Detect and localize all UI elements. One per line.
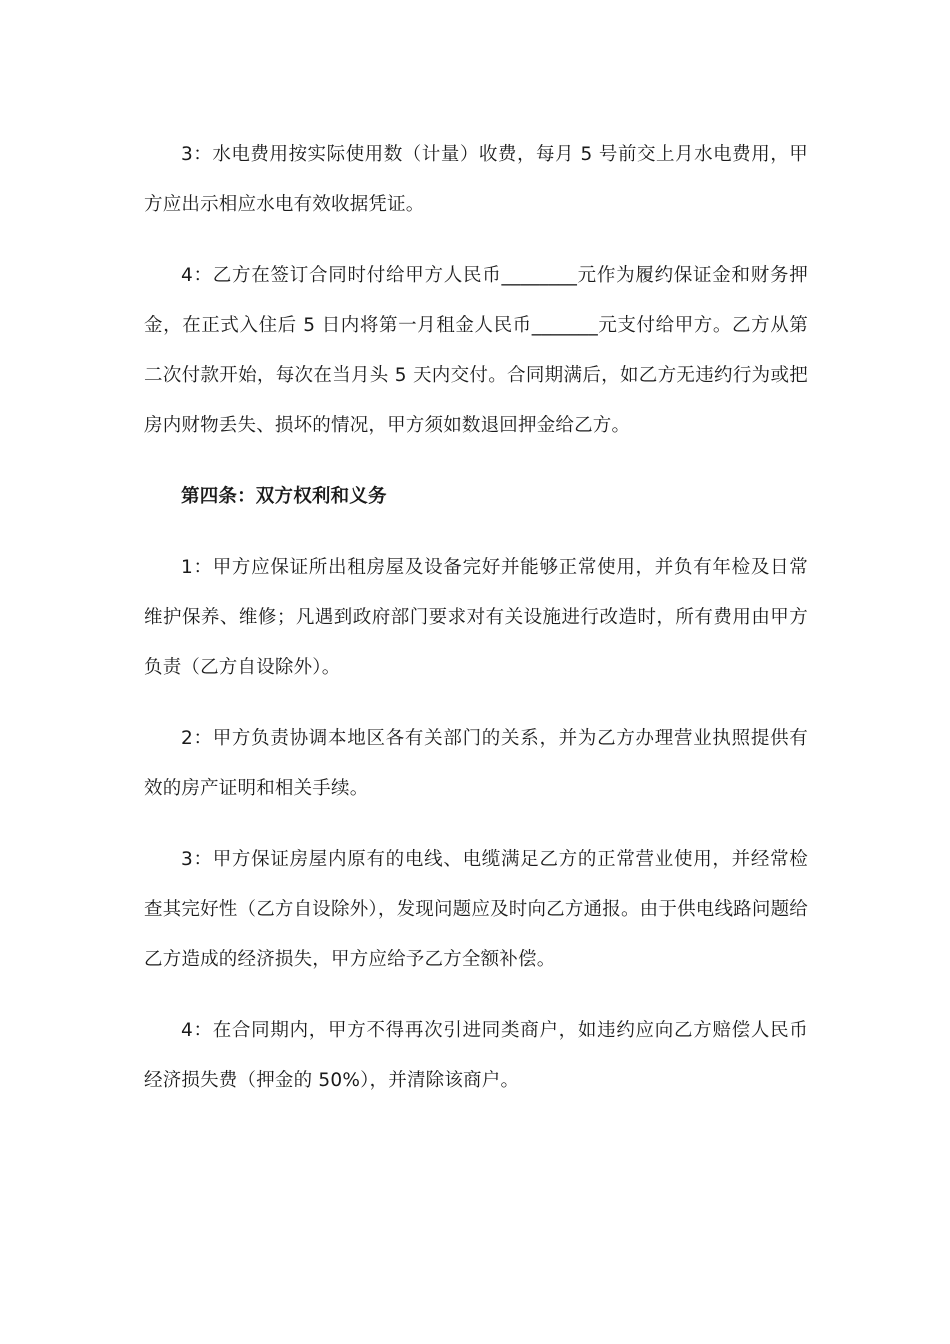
clause-3-utilities: 3：水电费用按实际使用数（计量）收费，每月 5 号前交上月水电费用，甲方应出示相应水电有效收据凭证。 [144,144,808,215]
obligation-3-electrical: 3：甲方保证房屋内原有的电线、电缆满足乙方的正常营业使用，并经常检查其完好性（乙方自设除外），发现问题应及时向乙方通报。由于供电线路问题给乙方造成的经济损失，甲方应给予乙方全额补偿。 [144,849,808,970]
section-heading-article-4: 第四条：双方权利和义务 [181,486,387,507]
obligation-2-coordination: 2：甲方负责协调本地区各有关部门的关系，并为乙方办理营业执照提供有效的房产证明和相关手续。 [144,728,808,799]
obligation-4-exclusivity: 4：在合同期内，甲方不得再次引进同类商户，如违约应向乙方赔偿人民币经济损失费（押金的 50%），并清除该商户。 [144,1020,808,1091]
document-body [144,130,808,1106]
obligation-1-maintenance: 1：甲方应保证所出租房屋及设备完好并能够正常使用，并负有年检及日常维护保养、维修；凡遇到政府部门要求对有关设施进行改造时，所有费用由甲方负责（乙方自设除外）。 [144,557,808,678]
clause-4-deposit: 4：乙方在签订合同时付给甲方人民币________元作为履约保证金和财务押金，在正式入住后 5 日内将第一月租金人民币_______元支付给甲方。乙方从第二次付款开始，每次在当月头 5 天内交付。合同期满后，如乙方无违约行为或把房内财物丢失、损坏的情况，甲方须如数退回押金给乙方。 [144,265,808,436]
